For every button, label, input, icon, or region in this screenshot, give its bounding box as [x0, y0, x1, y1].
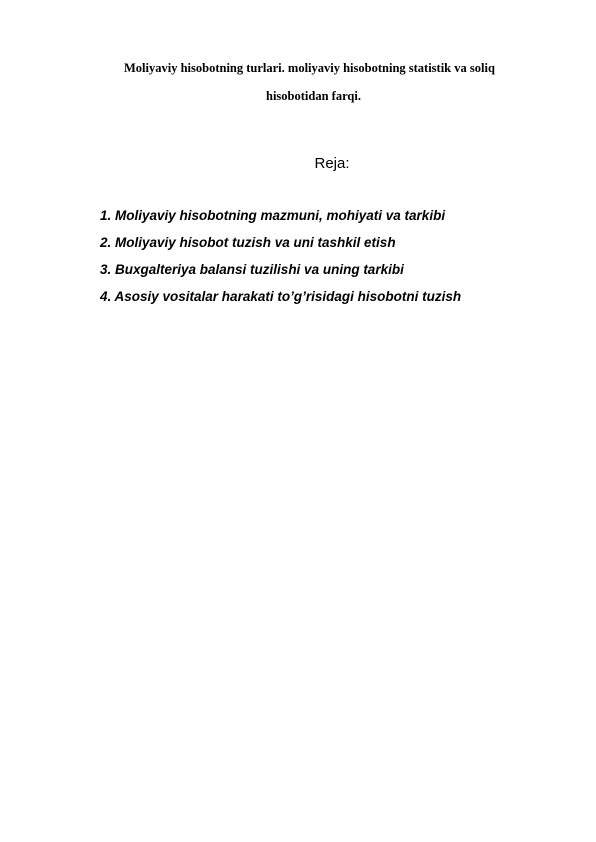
plan-heading: Reja: [314, 155, 350, 172]
plan-list [100, 206, 461, 314]
plan-item-3: 3. Buxgalteriya balansi tuzilishi va uning tarkibi [100, 262, 404, 277]
document-title [100, 54, 570, 110]
plan-item-2: 2. Moliyaviy hisobot tuzish va uni tashkil etish [100, 235, 396, 250]
document-title-line-1: Moliyaviy hisobotning turlari. moliyaviy hisobotning statistik va soliq [124, 61, 495, 75]
document-title-line-2: hisobotidan farqi. [266, 89, 361, 103]
plan-item-4: 4. Asosiy vositalar harakati to’g’risidagi hisobotni tuzish [100, 289, 462, 304]
plan-item-1: 1. Moliyaviy hisobotning mazmuni, mohiyati va tarkibi [100, 208, 446, 223]
